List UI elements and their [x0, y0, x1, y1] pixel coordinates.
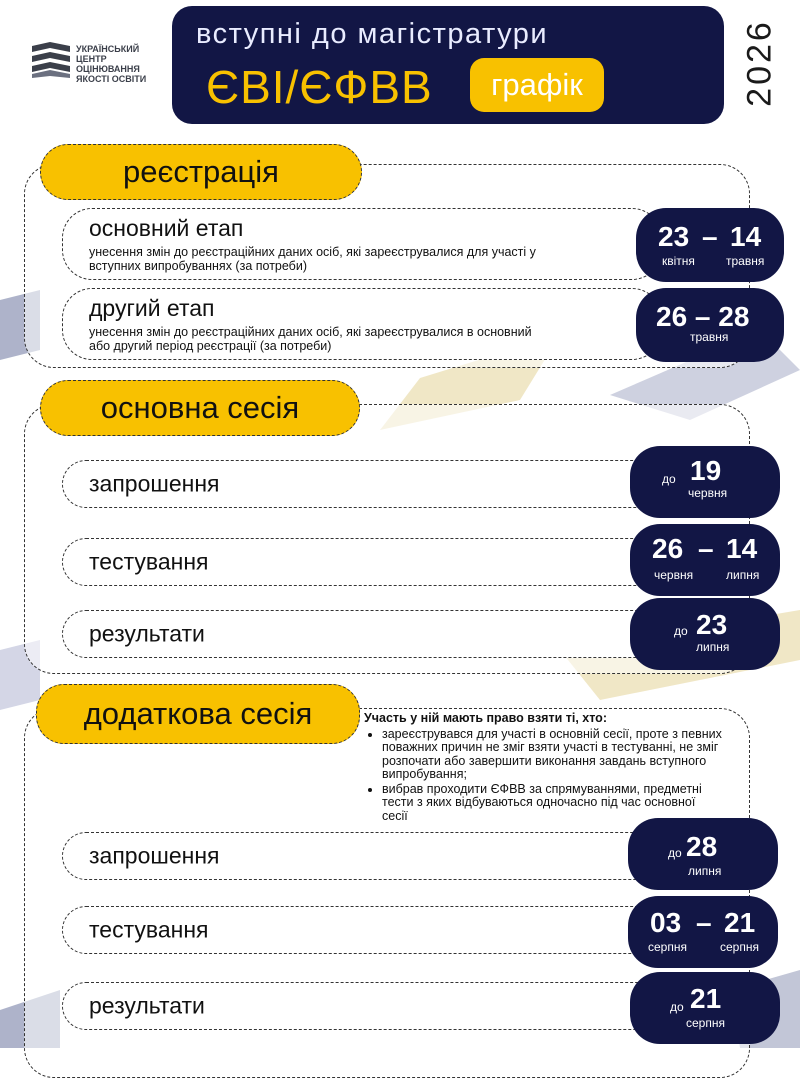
date-prefix: до — [668, 846, 682, 860]
extra-session-note — [364, 712, 724, 824]
registration-main-date — [636, 208, 784, 282]
row-description: унесення змін до реєстраційних даних осіб, які зареєструвалися в основний або другий період реєстрації (за потреби) — [89, 325, 532, 353]
extra-testing-date — [628, 896, 778, 968]
note-item: • вибрав проходити ЄФВВ за спрямуваннями, предметні тести з яких відбуваються одночасно під час основної сесії — [382, 783, 724, 824]
date-from-day: 26 — [652, 533, 684, 564]
logo-mark-icon — [30, 40, 74, 80]
date-from-month: серпня — [648, 940, 687, 954]
date-to-month: серпня — [720, 940, 759, 954]
ucoo-logo — [30, 40, 170, 90]
date-from-month: квітня — [662, 254, 695, 268]
note-list — [382, 728, 724, 824]
date-prefix: до — [662, 472, 676, 486]
year-label — [728, 8, 792, 118]
date-dash: – — [698, 533, 714, 564]
extra-invitation-row — [62, 832, 662, 880]
year-text: 2026 — [740, 19, 779, 107]
main-invitation-row — [62, 460, 662, 508]
date-month: липня — [696, 640, 730, 654]
main-results-date — [630, 598, 780, 670]
date-day: 23 — [696, 609, 728, 640]
row-title: другий етап — [89, 295, 215, 321]
date-prefix: до — [674, 624, 688, 638]
row-title: результати — [89, 620, 205, 647]
date-range: 26 – 28 — [656, 301, 750, 332]
note-heading: Участь у ній мають право взяти ті, хто: — [364, 711, 607, 725]
main-testing-row — [62, 538, 662, 586]
date-dash: – — [696, 907, 712, 938]
main-testing-date — [630, 524, 780, 596]
date-month: червня — [688, 486, 728, 500]
date-to-day: 21 — [724, 907, 756, 938]
row-title: запрошення — [89, 470, 220, 497]
schedule-pill: графік — [470, 58, 604, 112]
registration-second-row — [62, 288, 662, 360]
main-invitation-date — [630, 446, 780, 518]
extra-session-tab: додаткова сесія — [36, 684, 360, 744]
date-month: липня — [688, 864, 722, 878]
date-month: травня — [690, 330, 729, 344]
date-dash: – — [702, 221, 718, 252]
date-day: 28 — [686, 831, 718, 862]
row-title: результати — [89, 992, 205, 1019]
row-title: основний етап — [89, 215, 244, 241]
banner-subtitle: вступні до магістратури — [196, 18, 549, 50]
date-to-day: 14 — [726, 533, 758, 564]
row-title: запрошення — [89, 842, 220, 869]
date-from-month: червня — [654, 568, 694, 582]
extra-testing-row — [62, 906, 662, 954]
date-from-day: 23 — [658, 221, 690, 252]
extra-invitation-date — [628, 818, 778, 890]
date-from-day: 03 — [650, 907, 682, 938]
date-day: 19 — [690, 455, 722, 486]
date-prefix: до — [670, 1000, 684, 1014]
date-month: серпня — [686, 1016, 725, 1030]
date-day: 21 — [690, 983, 722, 1014]
main-results-row — [62, 610, 662, 658]
row-title: тестування — [89, 548, 209, 575]
header-banner — [172, 6, 724, 124]
date-to-month: липня — [726, 568, 760, 582]
date-to-month: травня — [726, 254, 765, 268]
registration-tab: реєстрація — [40, 144, 362, 200]
extra-results-date — [630, 972, 780, 1044]
row-description: унесення змін до реєстраційних даних осіб, які зареєструвалися для участі у вступних випробуваннях (за потреби) — [89, 245, 536, 273]
logo-text: УКРАЇНСЬКИЙ ЦЕНТР ОЦІНЮВАННЯ ЯКОСТІ ОСВІТИ — [76, 44, 147, 84]
banner-title: ЄВІ/ЄФВВ — [206, 61, 433, 113]
main-session-tab: основна сесія — [40, 380, 360, 436]
date-to-day: 14 — [730, 221, 762, 252]
note-item: • зареєструвався для участі в основній сесії, проте з певних поважних причин не зміг взяти участі в тестуванні, не зміг розпочати або завершити виконання завдань вступного випробування; — [382, 728, 724, 782]
extra-results-row — [62, 982, 662, 1030]
registration-main-row — [62, 208, 662, 280]
row-title: тестування — [89, 916, 209, 943]
registration-second-date — [636, 288, 784, 362]
